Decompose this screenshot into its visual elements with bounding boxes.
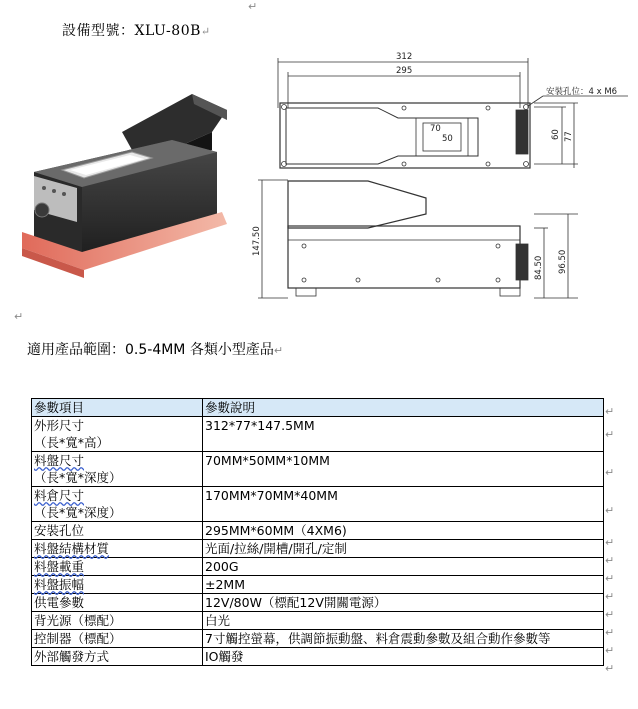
table-row — [32, 612, 604, 630]
param-name: 背光源（標配） — [32, 612, 203, 630]
param-name: 料盤結構材質 — [32, 540, 203, 558]
row-mark: ↵ — [605, 536, 615, 549]
param-value: 170MM*70MM*40MM — [203, 487, 604, 522]
param-value: ±2MM — [203, 576, 604, 594]
paragraph-mark: ↵ — [200, 25, 211, 38]
param-sub: （長*寬*高） — [34, 435, 110, 450]
param-name — [32, 417, 203, 452]
param-name: 料盤振幅 — [32, 576, 203, 594]
param-sub: （長*寬*深度） — [34, 470, 122, 485]
row-mark: ↵ — [605, 662, 615, 675]
param-label: 料盤尺寸 — [34, 453, 85, 468]
dim-96-50: 96.50 — [558, 249, 568, 274]
param-value: 70MM*50MM*10MM — [203, 452, 604, 487]
dim-50: 50 — [442, 134, 453, 144]
dim-60: 60 — [551, 129, 561, 140]
param-label: 料倉尺寸 — [34, 488, 85, 503]
table-row — [32, 487, 604, 522]
param-label: 外形尺寸 — [34, 418, 85, 433]
product-range — [27, 339, 283, 359]
product-photo — [22, 92, 234, 282]
dim-77: 77 — [564, 131, 574, 142]
row-mark: ↵ — [605, 644, 615, 657]
row-mark: ↵ — [605, 504, 615, 517]
row-mark: ↵ — [605, 608, 615, 621]
param-value: 312*77*147.5MM — [203, 417, 604, 452]
header-param-desc: 參數說明 — [203, 399, 604, 417]
param-name: 控制器（標配） — [32, 630, 203, 648]
param-value: IO觸發 — [203, 648, 604, 666]
param-sub: （長*寬*深度） — [34, 505, 122, 520]
table-row — [32, 630, 604, 648]
model-value: XLU-80B — [134, 23, 201, 39]
table-row — [32, 417, 604, 452]
dim-70: 70 — [430, 124, 441, 134]
row-mark: ↵ — [605, 572, 615, 585]
param-value: 295MM*60MM（4XM6) — [203, 522, 604, 540]
model-line — [62, 20, 211, 40]
table-row — [32, 594, 604, 612]
row-mark: ↵ — [605, 554, 615, 567]
paragraph-mark: ↵ — [14, 310, 24, 323]
dim-312: 312 — [396, 52, 413, 62]
table-row — [32, 522, 604, 540]
technical-drawing — [248, 48, 638, 310]
header-param-item: 參數項目 — [32, 399, 203, 417]
row-mark: ↵ — [605, 590, 615, 603]
param-value: 200G — [203, 558, 604, 576]
param-value: 光面/拉絲/開槽/開孔/定制 — [203, 540, 604, 558]
param-name — [32, 452, 203, 487]
param-name: 供電參數 — [32, 594, 203, 612]
mount-note: 安裝孔位：4 x M6 — [546, 87, 618, 97]
spec-table — [31, 398, 604, 666]
row-mark: ↵ — [605, 626, 615, 639]
table-row — [32, 576, 604, 594]
param-value: 白光 — [203, 612, 604, 630]
param-value: 12V/80W（標配12V開關電源） — [203, 594, 604, 612]
param-name: 料盤載重 — [32, 558, 203, 576]
dim-147-50: 147.50 — [252, 226, 262, 256]
table-header-row — [32, 399, 604, 417]
dim-295: 295 — [396, 66, 413, 76]
paragraph-mark: ↵ — [248, 0, 258, 13]
row-mark: ↵ — [605, 428, 615, 441]
table-row — [32, 452, 604, 487]
param-name: 外部觸發方式 — [32, 648, 203, 666]
row-mark: ↵ — [605, 405, 615, 418]
model-label: 設備型號： — [62, 23, 135, 39]
param-name — [32, 487, 203, 522]
paragraph-mark: ↵ — [273, 344, 284, 357]
dim-84-50: 84.50 — [534, 255, 544, 280]
product-range-text: 適用產品範圍：0.5-4MM 各類小型產品 — [27, 342, 274, 358]
param-name: 安裝孔位 — [32, 522, 203, 540]
table-row — [32, 558, 604, 576]
table-row — [32, 540, 604, 558]
param-value: 7寸觸控螢幕，供調節振動盤、料倉震動參數及組合動作參數等 — [203, 630, 604, 648]
table-row — [32, 648, 604, 666]
row-mark: ↵ — [605, 466, 615, 479]
